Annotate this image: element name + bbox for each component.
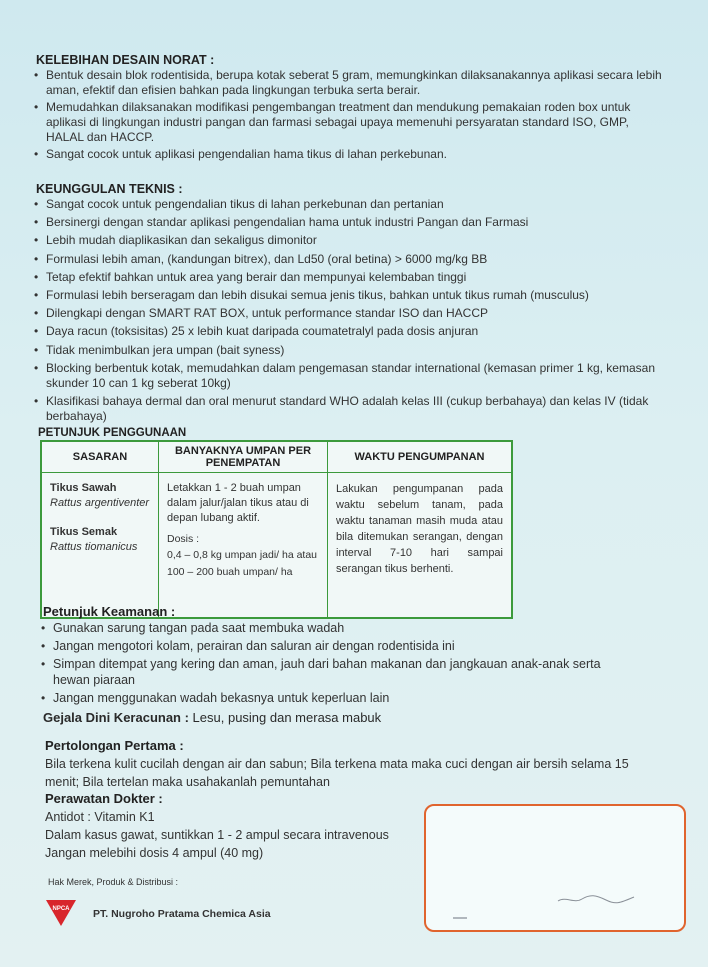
company-logo-icon: [44, 898, 78, 928]
keamanan-heading: Petunjuk Keamanan :: [43, 604, 176, 619]
list-item: • Simpan ditempat yang kering dan aman, jauh dari bahan makanan dan jangkauan anak-anak serta hewan piaraan: [39, 656, 639, 688]
header-umpan: BANYAKNYA UMPAN PER PENEMPATAN: [159, 441, 328, 473]
list-item: • Sangat cocok untuk pengendalian tikus di lahan perkebunan dan pertanian: [32, 197, 668, 212]
pertolongan-heading: Pertolongan Pertama :: [45, 738, 184, 753]
company-name: PT. Nugroho Pratama Chemica Asia: [93, 908, 271, 920]
petunjuk-heading: PETUNJUK PENGGUNAAN: [38, 427, 187, 439]
perawatan-line-1: Antidot : Vitamin K1: [45, 810, 155, 824]
gejala-label: Gejala Dini Keracunan :: [43, 710, 189, 725]
list-item: • Jangan mengotori kolam, perairan dan saluran air dengan rodentisida ini: [39, 638, 639, 654]
brand-label: Hak Merek, Produk & Distribusi :: [48, 877, 179, 887]
list-item: • Gunakan sarung tangan pada saat membuka wadah: [39, 620, 639, 636]
list-item: • Formulasi lebih berseragam dan lebih disukai semua jenis tikus, bahkan untuk tikus rumah (musculus): [32, 288, 668, 303]
cell-umpan: [159, 473, 328, 619]
list-item: • Memudahkan dilaksanakan modifikasi pengembangan treatment dan mendukung pemakaian roden box untuk aplikasi di lingkungan industri pangan dan farmasi sebagai upaya memenuhi persyaratan standard ISO, GMP, HALAL dan HACCP.: [32, 100, 668, 145]
perawatan-heading: Perawatan Dokter :: [45, 791, 163, 806]
list-item: • Sangat cocok untuk aplikasi pengendalian hama tikus di lahan perkebunan.: [32, 147, 668, 162]
list-item: • Tidak menimbulkan jera umpan (bait syness): [32, 343, 668, 358]
list-item: • Blocking berbentuk kotak, memudahkan dalam pengemasan standar international (kemasan primer 1 kg, kemasan skunder 10 can 1 kg seberat 10kg): [32, 361, 668, 391]
keunggulan-heading: KEUNGGULAN TEKNIS :: [36, 182, 183, 196]
keamanan-list: [39, 620, 639, 708]
target-2-name: Tikus Semak: [50, 526, 118, 538]
list-item: • Dilengkapi dengan SMART RAT BOX, untuk performance standar ISO dan HACCP: [32, 306, 668, 321]
list-item: • Jangan menggunakan wadah bekasnya untuk keperluan lain: [39, 690, 639, 706]
header-waktu: WAKTU PENGUMPANAN: [328, 441, 513, 473]
cell-sasaran: [41, 473, 159, 619]
table-header-row: [41, 441, 512, 473]
dosis-text: 0,4 – 0,8 kg umpan jadi/ ha atau 100 – 200 buah umpan/ ha: [167, 549, 318, 578]
usage-table: [40, 440, 513, 619]
logo-text: NPCA: [52, 906, 70, 912]
target-1-name: Tikus Sawah: [50, 482, 117, 494]
pertolongan-text: Bila terkena kulit cucilah dengan air dan sabun; Bila terkena mata maka cuci dengan air bersih selama 15 menit; Bila tertelan maka usahakanlah pemuntahan: [45, 757, 629, 789]
perawatan-line-3: Jangan melebihi dosis 4 ampul (40 mg): [45, 846, 264, 860]
list-item: • Tetap efektif bahkan untuk area yang berair dan mempunyai kelembaban tinggi: [32, 270, 668, 285]
pertolongan-section: [45, 737, 665, 791]
umpan-text: Letakkan 1 - 2 buah umpan dalam jalur/jalan tikus atau di depan lubang aktif.: [167, 482, 309, 524]
handwriting-mark: [556, 892, 636, 908]
gejala-text: Lesu, pusing dan merasa mabuk: [188, 710, 382, 725]
list-item: • Daya racun (toksisitas) 25 x lebih kuat daripada coumatetralyl pada dosis anjuran: [32, 324, 668, 339]
gejala-line: [43, 710, 381, 725]
table-row: [41, 473, 512, 619]
kelebihan-list: [32, 68, 668, 164]
batch-stamp-box: [424, 804, 686, 932]
target-1-latin: Rattus argentiventer: [50, 497, 150, 509]
list-item: • Lebih mudah diaplikasikan dan sekaligus dimonitor: [32, 233, 668, 248]
list-item: • Klasifikasi bahaya dermal dan oral menurut standard WHO adalah kelas III (cukup berbahaya) dan kelas IV (tidak berbahaya): [32, 394, 668, 424]
stamp-mark: [452, 914, 468, 923]
kelebihan-heading: KELEBIHAN DESAIN NORAT :: [36, 53, 215, 67]
dosis-label: Dosis :: [167, 533, 200, 545]
target-2-latin: Rattus tiomanicus: [50, 541, 138, 553]
cell-waktu: Lakukan pengumpanan pada waktu sebelum tanam, pada waktu tanaman masih muda atau bila ditemukan serangan, dengan interval 7-10 hari sampai serangan tikus berhenti.: [328, 473, 513, 619]
keunggulan-list: [32, 197, 668, 427]
header-sasaran: SASARAN: [41, 441, 159, 473]
list-item: • Formulasi lebih aman, (kandungan bitrex), dan Ld50 (oral betina) > 6000 mg/kg BB: [32, 252, 668, 267]
list-item: • Bersinergi dengan standar aplikasi pengendalian hama untuk industri Pangan dan Farmasi: [32, 215, 668, 230]
perawatan-line-2: Dalam kasus gawat, suntikkan 1 - 2 ampul secara intravenous: [45, 828, 389, 842]
list-item: • Bentuk desain blok rodentisida, berupa kotak seberat 5 gram, memungkinkan dilaksanakannya aplikasi secara lebih aman, efektif dan efisien bahkan pada lingkungan terbuka serta berair.: [32, 68, 668, 98]
